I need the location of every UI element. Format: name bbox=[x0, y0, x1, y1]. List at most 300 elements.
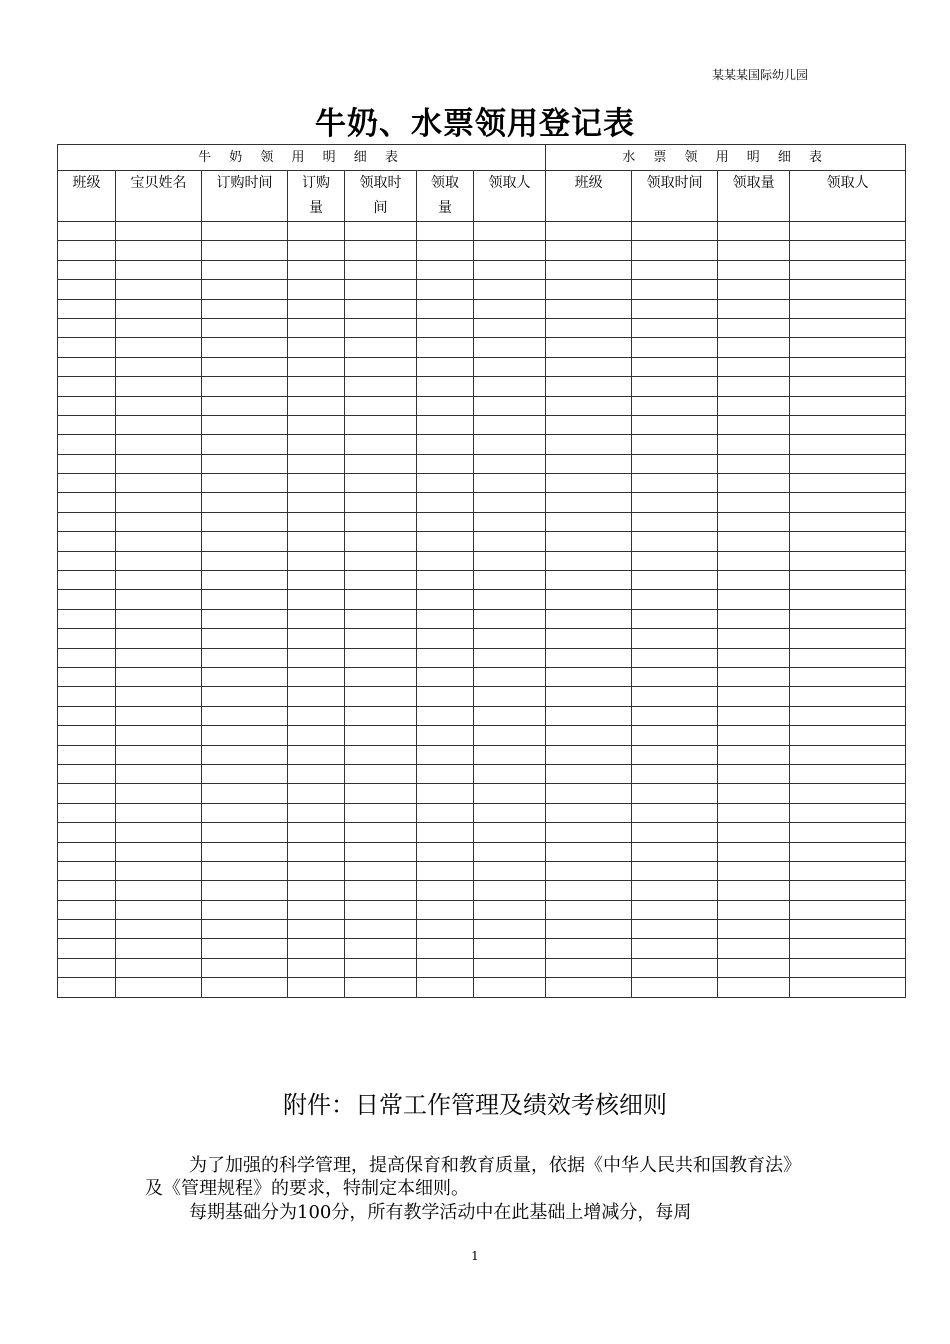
table-cell bbox=[718, 900, 790, 919]
table-cell bbox=[288, 648, 345, 667]
table-cell bbox=[417, 745, 474, 764]
table-cell bbox=[58, 667, 116, 686]
table-row bbox=[58, 958, 906, 977]
table-cell bbox=[288, 222, 345, 241]
table-cell bbox=[58, 590, 116, 609]
table-cell bbox=[202, 571, 288, 590]
table-cell bbox=[632, 454, 718, 473]
table-cell bbox=[718, 454, 790, 473]
table-cell bbox=[116, 706, 202, 725]
table-cell bbox=[474, 629, 546, 648]
table-cell bbox=[790, 435, 906, 454]
table-cell bbox=[546, 978, 632, 997]
table-cell bbox=[718, 415, 790, 434]
table-cell bbox=[718, 338, 790, 357]
table-cell bbox=[58, 648, 116, 667]
table-cell bbox=[417, 338, 474, 357]
table-cell bbox=[417, 764, 474, 783]
table-cell bbox=[58, 706, 116, 725]
table-cell bbox=[417, 299, 474, 318]
table-cell bbox=[288, 571, 345, 590]
table-cell bbox=[718, 745, 790, 764]
table-cell bbox=[345, 648, 417, 667]
table-cell bbox=[202, 474, 288, 493]
table-cell bbox=[474, 784, 546, 803]
table-cell bbox=[202, 280, 288, 299]
table-cell bbox=[546, 745, 632, 764]
table-cell bbox=[58, 803, 116, 822]
table-cell bbox=[790, 900, 906, 919]
table-cell bbox=[116, 842, 202, 861]
table-cell bbox=[202, 377, 288, 396]
table-cell bbox=[546, 803, 632, 822]
table-row bbox=[58, 745, 906, 764]
table-cell bbox=[417, 920, 474, 939]
table-cell bbox=[417, 803, 474, 822]
table-cell bbox=[546, 493, 632, 512]
table-cell bbox=[474, 609, 546, 628]
table-cell bbox=[790, 667, 906, 686]
table-cell bbox=[790, 609, 906, 628]
table-cell bbox=[288, 474, 345, 493]
table-cell bbox=[345, 474, 417, 493]
table-row bbox=[58, 532, 906, 551]
table-cell bbox=[474, 803, 546, 822]
table-cell bbox=[58, 784, 116, 803]
table-row bbox=[58, 571, 906, 590]
table-cell bbox=[474, 881, 546, 900]
table-cell bbox=[58, 978, 116, 997]
table-cell bbox=[288, 512, 345, 531]
table-cell bbox=[546, 648, 632, 667]
table-cell bbox=[718, 784, 790, 803]
table-cell bbox=[790, 280, 906, 299]
table-cell bbox=[116, 648, 202, 667]
table-cell bbox=[116, 222, 202, 241]
table-cell bbox=[632, 415, 718, 434]
table-cell bbox=[790, 803, 906, 822]
table-cell bbox=[718, 318, 790, 337]
table-cell bbox=[790, 532, 906, 551]
table-cell bbox=[718, 706, 790, 725]
table-cell bbox=[632, 745, 718, 764]
table-cell bbox=[474, 726, 546, 745]
table-row bbox=[58, 512, 906, 531]
table-cell bbox=[546, 415, 632, 434]
table-cell bbox=[288, 532, 345, 551]
col-header-order-time: 订购时间 bbox=[202, 171, 288, 222]
table-row bbox=[58, 881, 906, 900]
table-cell bbox=[790, 861, 906, 880]
table-cell bbox=[417, 861, 474, 880]
table-cell bbox=[58, 260, 116, 279]
col-header-pickup-qty: 领取量 bbox=[417, 171, 474, 222]
table-cell bbox=[632, 687, 718, 706]
table-cell bbox=[632, 667, 718, 686]
table-cell bbox=[116, 454, 202, 473]
table-cell bbox=[417, 396, 474, 415]
table-cell bbox=[474, 396, 546, 415]
table-cell bbox=[790, 958, 906, 977]
table-cell bbox=[632, 493, 718, 512]
table-cell bbox=[632, 435, 718, 454]
table-cell bbox=[58, 609, 116, 628]
water-col-header-class: 班级 bbox=[546, 171, 632, 222]
table-cell bbox=[790, 842, 906, 861]
table-cell bbox=[718, 396, 790, 415]
table-cell bbox=[202, 978, 288, 997]
table-cell bbox=[288, 784, 345, 803]
table-cell bbox=[546, 667, 632, 686]
table-cell bbox=[345, 280, 417, 299]
table-row bbox=[58, 396, 906, 415]
table-cell bbox=[288, 861, 345, 880]
table-cell bbox=[345, 454, 417, 473]
table-cell bbox=[417, 687, 474, 706]
table-cell bbox=[474, 842, 546, 861]
table-cell bbox=[718, 590, 790, 609]
table-row bbox=[58, 318, 906, 337]
table-cell bbox=[546, 706, 632, 725]
table-cell bbox=[546, 299, 632, 318]
table-cell bbox=[345, 667, 417, 686]
table-cell bbox=[790, 415, 906, 434]
table-cell bbox=[288, 396, 345, 415]
table-cell bbox=[345, 318, 417, 337]
table-cell bbox=[288, 842, 345, 861]
registration-table bbox=[57, 144, 906, 998]
col-header-order-qty: 订购量 bbox=[288, 171, 345, 222]
table-cell bbox=[417, 318, 474, 337]
table-row bbox=[58, 726, 906, 745]
table-cell bbox=[632, 842, 718, 861]
table-cell bbox=[718, 260, 790, 279]
table-cell bbox=[417, 415, 474, 434]
table-cell bbox=[116, 920, 202, 939]
table-row bbox=[58, 609, 906, 628]
table-cell bbox=[474, 861, 546, 880]
table-cell bbox=[718, 532, 790, 551]
table-cell bbox=[718, 571, 790, 590]
table-cell bbox=[202, 687, 288, 706]
table-cell bbox=[202, 648, 288, 667]
table-cell bbox=[116, 532, 202, 551]
table-cell bbox=[546, 571, 632, 590]
table-cell bbox=[58, 764, 116, 783]
table-cell bbox=[546, 958, 632, 977]
table-cell bbox=[288, 318, 345, 337]
table-cell bbox=[417, 590, 474, 609]
table-cell bbox=[58, 241, 116, 260]
table-cell bbox=[116, 667, 202, 686]
table-cell bbox=[288, 629, 345, 648]
table-cell bbox=[202, 396, 288, 415]
table-cell bbox=[718, 881, 790, 900]
table-cell bbox=[202, 784, 288, 803]
table-cell bbox=[288, 299, 345, 318]
table-cell bbox=[474, 241, 546, 260]
table-cell bbox=[790, 396, 906, 415]
table-cell bbox=[202, 357, 288, 376]
table-cell bbox=[202, 920, 288, 939]
table-cell bbox=[474, 764, 546, 783]
table-cell bbox=[417, 958, 474, 977]
table-cell bbox=[718, 726, 790, 745]
table-cell bbox=[718, 648, 790, 667]
col-header-recipient: 领取人 bbox=[474, 171, 546, 222]
table-cell bbox=[345, 435, 417, 454]
table-cell bbox=[116, 512, 202, 531]
table-cell bbox=[790, 260, 906, 279]
table-cell bbox=[546, 241, 632, 260]
table-cell bbox=[474, 823, 546, 842]
table-cell bbox=[632, 958, 718, 977]
table-cell bbox=[202, 590, 288, 609]
table-cell bbox=[474, 900, 546, 919]
table-cell bbox=[202, 609, 288, 628]
table-cell bbox=[58, 280, 116, 299]
table-cell bbox=[546, 823, 632, 842]
table-cell bbox=[546, 338, 632, 357]
table-cell bbox=[632, 299, 718, 318]
table-cell bbox=[58, 318, 116, 337]
table-cell bbox=[417, 260, 474, 279]
table-cell bbox=[546, 861, 632, 880]
table-row bbox=[58, 551, 906, 570]
table-cell bbox=[202, 823, 288, 842]
table-cell bbox=[58, 551, 116, 570]
table-cell bbox=[417, 571, 474, 590]
table-cell bbox=[345, 357, 417, 376]
table-cell bbox=[345, 493, 417, 512]
table-row bbox=[58, 280, 906, 299]
table-cell bbox=[288, 745, 345, 764]
table-row bbox=[58, 590, 906, 609]
table-row bbox=[58, 764, 906, 783]
table-cell bbox=[202, 338, 288, 357]
table-cell bbox=[202, 881, 288, 900]
table-cell bbox=[116, 260, 202, 279]
water-col-header-recipient: 领取人 bbox=[790, 171, 906, 222]
table-cell bbox=[632, 241, 718, 260]
table-cell bbox=[546, 474, 632, 493]
table-cell bbox=[202, 764, 288, 783]
table-cell bbox=[790, 784, 906, 803]
table-cell bbox=[632, 338, 718, 357]
table-cell bbox=[546, 629, 632, 648]
table-cell bbox=[546, 590, 632, 609]
table-cell bbox=[546, 551, 632, 570]
table-cell bbox=[58, 435, 116, 454]
table-cell bbox=[116, 861, 202, 880]
table-cell bbox=[345, 920, 417, 939]
table-cell bbox=[345, 706, 417, 725]
table-cell bbox=[116, 357, 202, 376]
table-cell bbox=[288, 260, 345, 279]
table-cell bbox=[632, 377, 718, 396]
table-cell bbox=[790, 512, 906, 531]
table-cell bbox=[288, 241, 345, 260]
table-cell bbox=[417, 493, 474, 512]
table-cell bbox=[58, 726, 116, 745]
table-cell bbox=[417, 667, 474, 686]
table-cell bbox=[474, 920, 546, 939]
table-cell bbox=[288, 687, 345, 706]
table-row bbox=[58, 939, 906, 958]
table-cell bbox=[58, 687, 116, 706]
table-cell bbox=[546, 357, 632, 376]
table-cell bbox=[474, 571, 546, 590]
table-cell bbox=[474, 415, 546, 434]
table-cell bbox=[202, 318, 288, 337]
table-cell bbox=[345, 629, 417, 648]
table-cell bbox=[116, 571, 202, 590]
table-cell bbox=[58, 861, 116, 880]
table-cell bbox=[345, 687, 417, 706]
table-cell bbox=[546, 687, 632, 706]
table-cell bbox=[116, 958, 202, 977]
table-cell bbox=[345, 299, 417, 318]
table-cell bbox=[116, 493, 202, 512]
table-cell bbox=[417, 280, 474, 299]
table-cell bbox=[718, 357, 790, 376]
table-cell bbox=[632, 900, 718, 919]
table-cell bbox=[790, 590, 906, 609]
table-cell bbox=[790, 571, 906, 590]
table-row bbox=[58, 338, 906, 357]
table-cell bbox=[718, 280, 790, 299]
table-cell bbox=[202, 745, 288, 764]
table-cell bbox=[417, 784, 474, 803]
table-cell bbox=[345, 532, 417, 551]
table-cell bbox=[116, 745, 202, 764]
table-cell bbox=[202, 493, 288, 512]
table-cell bbox=[58, 357, 116, 376]
table-cell bbox=[718, 493, 790, 512]
table-cell bbox=[546, 784, 632, 803]
table-cell bbox=[345, 222, 417, 241]
table-cell bbox=[417, 454, 474, 473]
table-cell bbox=[288, 823, 345, 842]
table-cell bbox=[790, 357, 906, 376]
table-cell bbox=[58, 842, 116, 861]
table-cell bbox=[288, 435, 345, 454]
table-cell bbox=[288, 415, 345, 434]
table-cell bbox=[790, 939, 906, 958]
table-cell bbox=[288, 280, 345, 299]
table-cell bbox=[58, 474, 116, 493]
table-cell bbox=[718, 551, 790, 570]
table-cell bbox=[116, 939, 202, 958]
table-cell bbox=[58, 629, 116, 648]
table-cell bbox=[718, 978, 790, 997]
table-cell bbox=[417, 609, 474, 628]
table-cell bbox=[474, 532, 546, 551]
table-cell bbox=[288, 609, 345, 628]
table-cell bbox=[345, 512, 417, 531]
col-header-child-name: 宝贝姓名 bbox=[116, 171, 202, 222]
table-cell bbox=[417, 706, 474, 725]
table-row bbox=[58, 978, 906, 997]
body-paragraph: 为了加强的科学管理，提高保育和教育质量，依据《中华人民共和国教育法》及《管理规程》的要求，特制定本细则。 bbox=[145, 1155, 801, 1199]
table-cell bbox=[718, 958, 790, 977]
page-number: 1 bbox=[471, 1249, 479, 1263]
table-cell bbox=[632, 939, 718, 958]
table-cell bbox=[546, 454, 632, 473]
table-cell bbox=[417, 726, 474, 745]
table-cell bbox=[474, 260, 546, 279]
table-row bbox=[58, 260, 906, 279]
water-col-header-pickup-qty: 领取量 bbox=[718, 171, 790, 222]
table-cell bbox=[718, 823, 790, 842]
table-cell bbox=[632, 881, 718, 900]
table-cell bbox=[417, 648, 474, 667]
table-cell bbox=[474, 280, 546, 299]
table-cell bbox=[202, 667, 288, 686]
table-cell bbox=[202, 260, 288, 279]
table-cell bbox=[345, 396, 417, 415]
table-cell bbox=[718, 842, 790, 861]
table-cell bbox=[718, 687, 790, 706]
table-cell bbox=[632, 823, 718, 842]
table-cell bbox=[546, 532, 632, 551]
table-cell bbox=[288, 764, 345, 783]
table-cell bbox=[474, 590, 546, 609]
table-cell bbox=[474, 939, 546, 958]
table-cell bbox=[116, 881, 202, 900]
table-cell bbox=[417, 532, 474, 551]
table-cell bbox=[202, 726, 288, 745]
table-cell bbox=[474, 493, 546, 512]
body-paragraph: 每期基础分为100分，所有教学活动中在此基础上增减分，每周 bbox=[189, 1202, 692, 1223]
table-cell bbox=[116, 978, 202, 997]
table-cell bbox=[417, 357, 474, 376]
table-cell bbox=[345, 900, 417, 919]
table-cell bbox=[790, 338, 906, 357]
table-cell bbox=[202, 900, 288, 919]
table-cell bbox=[116, 823, 202, 842]
table-cell bbox=[474, 318, 546, 337]
table-cell bbox=[58, 222, 116, 241]
table-cell bbox=[474, 338, 546, 357]
table-cell bbox=[790, 551, 906, 570]
table-cell bbox=[474, 687, 546, 706]
table-cell bbox=[718, 629, 790, 648]
col-header-pickup-time: 领取时间 bbox=[345, 171, 417, 222]
table-cell bbox=[474, 978, 546, 997]
table-cell bbox=[632, 590, 718, 609]
table-row bbox=[58, 299, 906, 318]
table-cell bbox=[58, 299, 116, 318]
table-cell bbox=[202, 706, 288, 725]
table-cell bbox=[632, 357, 718, 376]
table-cell bbox=[288, 454, 345, 473]
table-cell bbox=[417, 939, 474, 958]
table-cell bbox=[632, 396, 718, 415]
table-cell bbox=[417, 629, 474, 648]
table-cell bbox=[417, 241, 474, 260]
table-row bbox=[58, 823, 906, 842]
table-cell bbox=[116, 551, 202, 570]
table-cell bbox=[632, 764, 718, 783]
milk-section-header: 牛 奶 领 用 明 细 表 bbox=[58, 145, 546, 171]
table-cell bbox=[546, 318, 632, 337]
table-cell bbox=[790, 823, 906, 842]
table-cell bbox=[417, 222, 474, 241]
table-cell bbox=[288, 338, 345, 357]
table-cell bbox=[116, 280, 202, 299]
table-cell bbox=[288, 803, 345, 822]
